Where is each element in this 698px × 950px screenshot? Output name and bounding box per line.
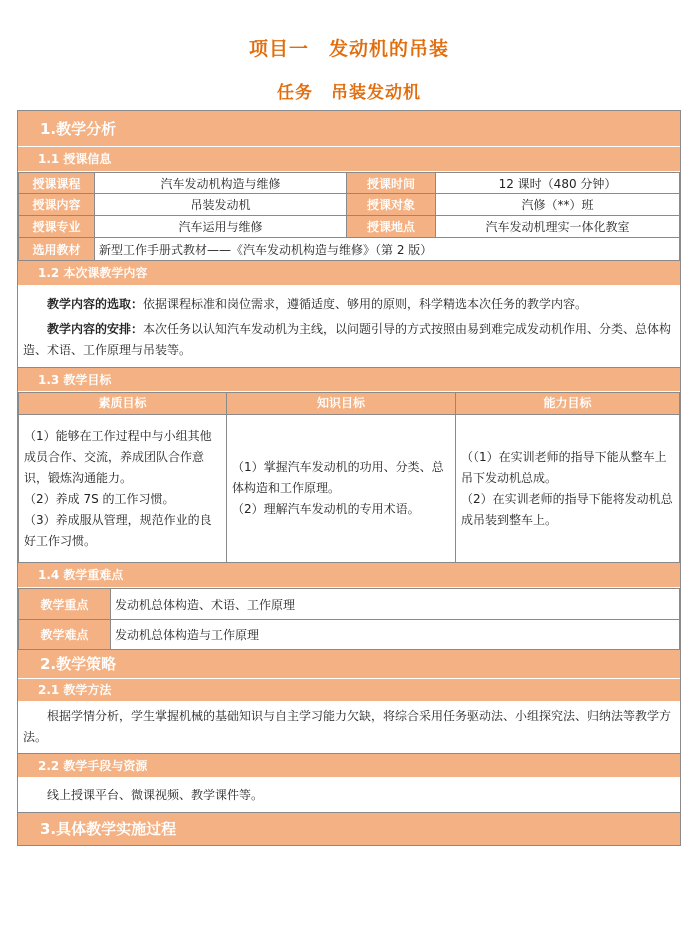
info-row xyxy=(19,173,680,194)
goal-item: （3）养成服从管理，规范作业的良好工作习惯。 xyxy=(24,512,212,548)
info-label: 授课专业 xyxy=(19,216,95,238)
info-value: 汽车运用与维修 xyxy=(95,216,347,238)
goals-col-knowledge: 知识目标 xyxy=(227,393,456,415)
info-label: 授课对象 xyxy=(347,194,436,216)
keypoints-table xyxy=(18,588,680,650)
resource-heading: 2.2 教学手段与资源 xyxy=(18,754,680,778)
resource-body xyxy=(18,778,680,813)
textbook-value: 新型工作手册式教材——《汽车发动机构造与维修》（第 2 版） xyxy=(95,238,680,261)
section1-heading: 1.教学分析 xyxy=(18,111,680,147)
info-row xyxy=(19,216,680,238)
difficulty-label: 教学难点 xyxy=(19,620,111,650)
info-label: 授课课程 xyxy=(19,173,95,194)
method-body xyxy=(18,702,680,754)
info-value: 汽车发动机构造与维修 xyxy=(95,173,347,194)
info-row xyxy=(19,194,680,216)
info-label: 授课时间 xyxy=(347,173,436,194)
info-value: 12 课时（480 分钟） xyxy=(436,173,680,194)
content-paragraph xyxy=(18,319,680,361)
section3-heading: 3.具体教学实施过程 xyxy=(18,813,680,845)
info-table xyxy=(18,172,680,261)
content-body xyxy=(18,286,680,368)
method-text: 根据学情分析，学生掌握机械的基础知识与自主学习能力欠缺，将综合采用任务驱动法、小组探究法、归纳法等教学方法。 xyxy=(23,709,672,744)
goal-item: （2）在实训老师的指导下能将发动机总成吊装到整车上。 xyxy=(461,491,673,527)
page-title: 项目一 发动机的吊装 xyxy=(248,38,449,60)
goal-item: （（1）在实训老师的指导下能从整车上吊下发动机总成。 xyxy=(461,449,667,485)
goals-table xyxy=(18,392,680,563)
info-value: 汽车发动机理实一体化教室 xyxy=(436,216,680,238)
section2-heading: 2.教学策略 xyxy=(18,650,680,679)
content-text: 本次任务以认知汽车发动机为主线，以问题引导的方式按照由易到难完成发动机作用、分类、总体构造、术语、工作原理与吊装等。 xyxy=(23,322,672,357)
content-heading: 1.2 本次课教学内容 xyxy=(18,261,680,286)
lesson-plan-table xyxy=(17,110,681,846)
goals-col-quality: 素质目标 xyxy=(19,393,227,415)
goals-heading: 1.3 教学目标 xyxy=(18,368,680,392)
info-label: 授课地点 xyxy=(347,216,436,238)
goal-item: （1）能够在工作过程中与小组其他成员合作、交流，养成团队合作意识，锻炼沟通能力。 xyxy=(24,428,212,485)
key-value: 发动机总体构造、术语、工作原理 xyxy=(111,589,680,620)
info-value: 吊装发动机 xyxy=(95,194,347,216)
info-label: 授课内容 xyxy=(19,194,95,216)
page-subtitle: 任务 吊装发动机 xyxy=(277,83,421,103)
quality-goals xyxy=(19,415,227,563)
method-heading: 2.1 教学方法 xyxy=(18,679,680,702)
content-label: 教学内容的选取： xyxy=(47,297,144,311)
difficulty-value: 发动机总体构造与工作原理 xyxy=(111,620,680,650)
info-heading: 1.1 授课信息 xyxy=(18,147,680,172)
content-paragraph xyxy=(18,294,680,315)
content-label: 教学内容的安排： xyxy=(47,322,144,336)
goals-col-ability: 能力目标 xyxy=(456,393,680,415)
knowledge-goals xyxy=(227,415,456,563)
keypoints-heading: 1.4 教学重难点 xyxy=(18,563,680,588)
goal-item: （2）理解汽车发动机的专用术语。 xyxy=(232,502,420,516)
key-label: 教学重点 xyxy=(19,589,111,620)
textbook-label: 选用教材 xyxy=(19,238,95,261)
info-row xyxy=(19,238,680,261)
content-text: 依据课程标准和岗位需求，遵循适度、够用的原则，科学精选本次任务的教学内容。 xyxy=(143,297,588,311)
resource-text: 线上授课平台、微课视频、教学课件等。 xyxy=(47,788,264,802)
goal-item: （2）养成 7S 的工作习惯。 xyxy=(24,491,175,506)
ability-goals xyxy=(456,415,680,563)
goal-item: （1）掌握汽车发动机的功用、分类、总体构造和工作原理。 xyxy=(232,460,444,495)
info-value: 汽修（**）班 xyxy=(436,194,680,216)
